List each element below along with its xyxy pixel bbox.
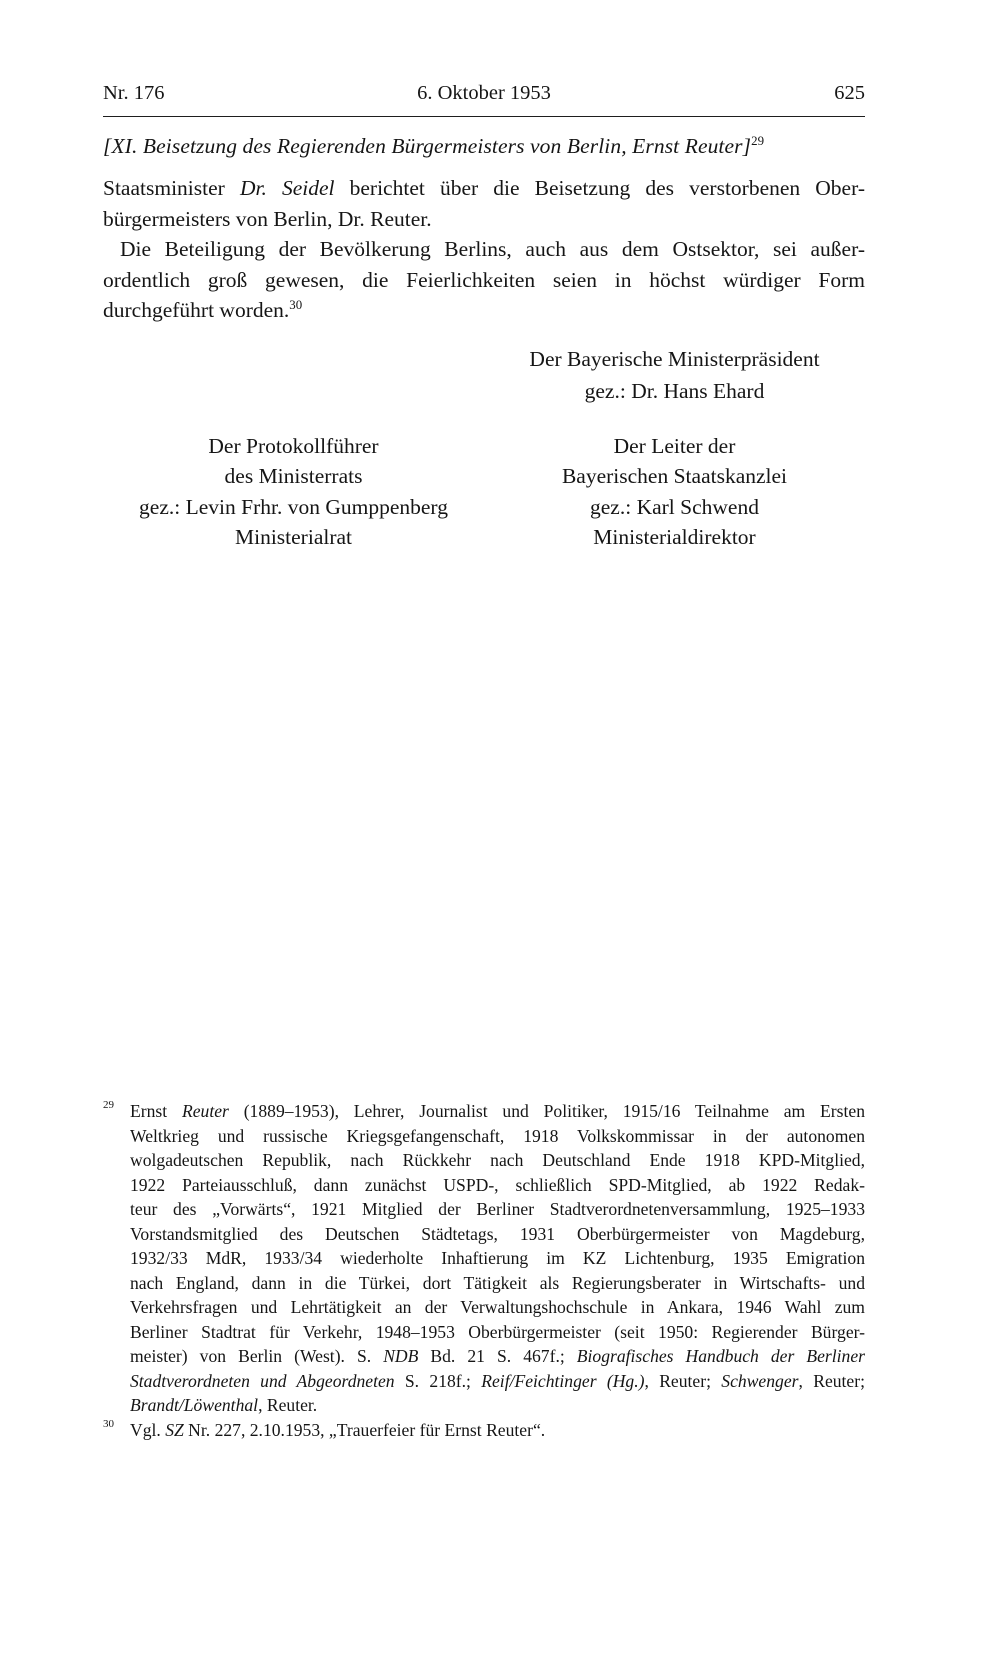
text-line: wolgadeutschen Republik, nach Rückkehr nach Deutschland Ende 1918 KPD-Mitglied, [130,1150,865,1170]
footnote-marker: 29 [103,1099,114,1112]
signature-line: gez.: Levin Frhr. von Gumppenberg [139,494,448,519]
signature-line: des Ministerrats [224,464,363,489]
paragraph [103,234,865,326]
signature-line: Bayerischen Staatskanzlei [561,464,788,489]
footnote-marker: 30 [103,1417,114,1430]
signature-left [103,431,484,553]
footnote [103,1099,865,1418]
text-line: 1932/33 MdR, 1933/34 wiederholte Inhaftierung im KZ Lichtenburg, 1935 Emigration [130,1248,865,1268]
text-line: Vorstandsmitglied des Deutschen Städtetags, 1931 Oberbürgermeister von Magdeburg, [130,1223,865,1244]
signature-line: Ministerialrat [234,525,353,550]
page-header [103,82,865,105]
text-line: Brandt/Löwenthal, Reuter. [130,1395,318,1415]
footnote-text [130,1418,865,1443]
header-rule [103,116,865,117]
text-line: Verkehrsfragen und Lehrtätigkeit an der Verwaltungshochschule in Ankara, 1946 Wahl zum [130,1297,865,1317]
text-line: Die Beteiligung der Bevölkerung Berlins, auch aus dem Ostsektor, sei außer- [120,237,865,261]
text-line: meister) von Berlin (West). S. NDB Bd. 21 S. 467f.; Biografisches Handbuch der Berliner [130,1346,865,1366]
text-line: durchgeführt worden.$^{30}$ [103,297,303,322]
footnote-text [130,1099,865,1418]
text-line: Staatsminister Dr. Seidel berichtet über die Beisetzung des verstorbenen Ober- [103,176,865,200]
document-body [103,173,865,326]
signature-right [484,431,865,553]
paragraph [103,173,865,234]
text-line: Stadtverordneten und Abgeordneten S. 218f.; Reif/Feichtinger (Hg.), Reuter; Schwenger, Reuter; [130,1370,865,1391]
page-number: 625 [834,82,865,104]
footnotes [103,1099,865,1442]
text-line: Ernst Reuter (1889–1953), Lehrer, Journalist und Politiker, 1915/16 Teilnahme am Ersten [130,1101,865,1121]
text-line: Vgl. SZ Nr. 227, 2.10.1953, „Trauerfeier für Ernst Reuter“. [130,1419,546,1440]
signature-columns [103,431,865,553]
text-line: teur des „Vorwärts“, 1921 Mitglied der Berliner Stadtverordnetenversammlung, 1925–1933 [130,1199,865,1219]
text-line: 1922 Parteiausschluß, dann zunächst USPD-, schließlich SPD-Mitglied, ab 1922 Redak- [130,1174,865,1195]
text-line: nach England, dann in die Türkei, dort Tätigkeit als Regierungsberater in Wirtschafts- und [130,1272,865,1293]
text-line: Berliner Stadtrat für Verkehr, 1948–1953 Oberbürgermeister (seit 1950: Regierender Bürger- [130,1321,865,1342]
signature-primary [484,344,865,407]
text-line: ordentlich groß gewesen, die Feierlichkeiten seien in höchst würdiger Form [103,267,865,292]
signature-line: Der Protokollführer [208,434,379,458]
signature-line: Ministerialdirektor [593,525,756,550]
signature-line: Der Bayerische Ministerpräsident [529,347,820,371]
header-date: 6. Oktober 1953 [417,82,551,104]
text-line: Weltkrieg und russische Kriegsgefangenschaft, 1918 Volkskommissar in der autonomen [130,1125,865,1146]
footnote [103,1418,865,1443]
issue-number: Nr. 176 [103,82,165,104]
text-line: bürgermeisters von Berlin, Dr. Reuter. [103,206,432,231]
signature-line: Der Leiter der [613,434,736,458]
signature-line: gez.: Karl Schwend [590,494,759,519]
document-title: [XI. Beisetzung des Regierenden Bürgermeisters von Berlin, Ernst Reuter]$^{29}$ [103,133,765,158]
signature-line: gez.: Dr. Hans Ehard [584,378,765,403]
